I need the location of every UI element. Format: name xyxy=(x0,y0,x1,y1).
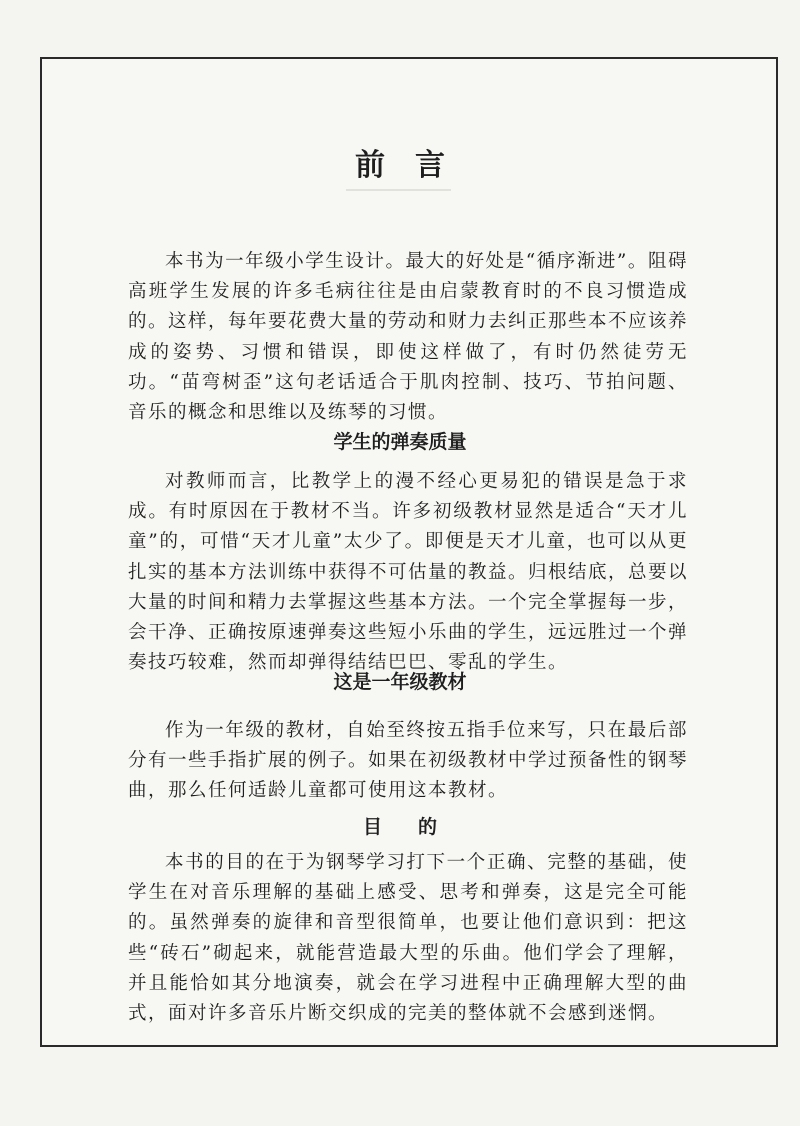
section-heading-first-grade: 这是一年级教材 xyxy=(333,671,467,693)
purpose-paragraph: 本书的目的在于为钢琴学习打下一个正确、完整的基础，使学生在对音乐理解的基础上感受、思考和弹奏，这是完全可能的。虽然弹奏的旋律和音型很简单，也要让他们意识到：把这些“砖石”砌起来，就能营造最大型的乐曲。他们学会了理解，并且能恰如其分地演奏，就会在学习进程中正确理解大型的曲式，面对许多音乐片断交织成的完美的整体就不会感到迷惘。 xyxy=(128,852,688,1025)
section-heading-purpose: 目的 xyxy=(362,816,473,838)
section-heading-student-quality: 学生的弹奏质量 xyxy=(333,431,467,453)
first-grade-paragraph: 作为一年级的教材，自始至终按五指手位来写，只在最后部分有一些手指扩展的例子。如果在初级教材中学过预备性的钢琴曲，那么任何适龄儿童都可使用这本教材。 xyxy=(128,720,689,802)
intro-paragraph: 本书为一年级小学生设计。最大的好处是“循序渐进”。阻碍高班学生发展的许多毛病往往是由启蒙教育时的不良习惯造成的。这样，每年要花费大量的劳动和财力去纠正那些本不应该养成的姿势、习惯和错误，即使这样做了，有时仍然徒劳无功。“苗弯树歪”这句老话适合于肌肉控制、技巧、节拍问题、音乐的概念和思维以及练琴的习惯。 xyxy=(128,251,689,424)
page-title: 前言 xyxy=(355,148,475,183)
student-quality-paragraph: 对教师而言，比教学上的漫不经心更易犯的错误是急于求成。有时原因在于教材不当。许多初级教材显然是适合“天才儿童”的，可惜“天才儿童”太少了。即便是天才儿童，也可以从更扎实的基本方法训练中获得不可估量的教益。归根结底，总要以大量的时间和精力去掌握这些基本方法。一个完全掌握每一步，会干净、正确按原速弹奏这些短小乐曲的学生，远远胜过一个弹奏技巧较难，然而却弹得结结巴巴、零乱的学生。 xyxy=(128,471,689,674)
title-underline xyxy=(346,189,451,191)
